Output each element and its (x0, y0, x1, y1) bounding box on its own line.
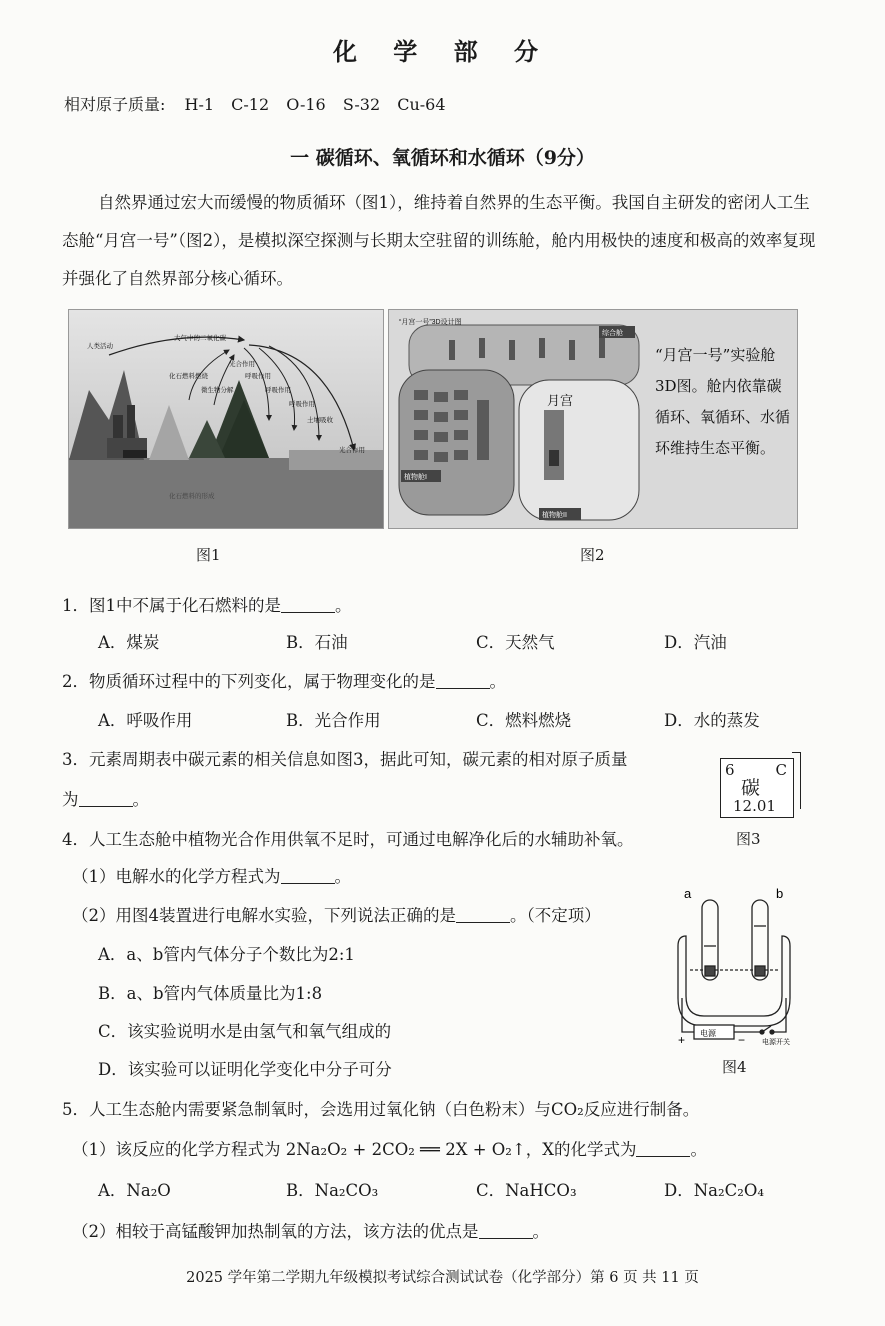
q4-sub-1-blank (281, 867, 335, 885)
atomic-mass-h: H-1 (184, 95, 215, 114)
q1-stem-end: 。 (335, 596, 352, 615)
fig2-label-yuegong: 月宫 (547, 393, 574, 408)
fig2-label-plant-1: 植物舱I (404, 474, 427, 481)
q5-sub-1-end: 。 (690, 1140, 707, 1159)
q3-answer-blank (79, 790, 133, 808)
switch-label: 电源开关 (762, 1039, 790, 1046)
figure-3-element-box (720, 758, 794, 818)
fig1-label-co2: 大气中的二氧化碳 (174, 335, 226, 342)
fig2-label-title: “月宫一号”3D设计图 (399, 319, 462, 326)
q4-option-b: B．a、b管内气体质量比为1:8 (98, 984, 323, 1003)
figure-4-caption: 图4 (722, 1058, 747, 1076)
question-1 (62, 592, 352, 616)
q5-sub-1-blank (636, 1140, 690, 1158)
q2-stem: 2．物质循环过程中的下列变化，属于物理变化的是 (62, 672, 436, 691)
q3-line-2-end: 。 (132, 790, 149, 809)
figure-2-lunar-palace (388, 309, 798, 529)
q5-sub-1 (72, 1136, 707, 1160)
minus-label: − (738, 1033, 746, 1046)
q5-option-c: C．NaHCO₃ (476, 1181, 577, 1200)
page-footer: 2025 学年第二学期九年级模拟考试综合测试试卷（化学部分）第 6 页 共 11 页 (186, 1270, 699, 1286)
element-box-depth (792, 752, 801, 809)
fig1-label-photosynthesis-2: 光合作用 (339, 447, 365, 454)
q4-sub-1-end: 。 (334, 867, 351, 886)
q1-stem: 1．图1中不属于化石燃料的是 (62, 596, 281, 615)
q4-sub-1 (72, 863, 351, 887)
q4-sub-2 (72, 902, 601, 926)
q1-answer-blank (281, 596, 335, 614)
q4-option-a: A．a、b管内气体分子个数比为2:1 (98, 945, 355, 964)
q1-option-d: D．汽油 (664, 633, 727, 652)
fig1-label-fossil-burning: 化石燃料燃烧 (169, 373, 208, 380)
figure-3-caption: 图3 (736, 830, 761, 848)
fig2-label-integrated: 综合舱 (602, 330, 623, 337)
lunar-palace-illustration (389, 310, 797, 528)
question-2 (62, 668, 506, 692)
element-symbol: C (775, 761, 787, 779)
q5-sub-2-text: （2）相较于高锰酸钾加热制氧的方法，该方法的优点是 (72, 1222, 479, 1241)
q2-stem-end: 。 (489, 672, 506, 691)
power-label: 电源 (700, 1029, 716, 1038)
figure-1-carbon-cycle (68, 309, 384, 529)
atomic-mass-c: C-12 (231, 95, 270, 114)
q4-sub-2-text: （2）用图4装置进行电解水实验，下列说法正确的是 (72, 906, 456, 925)
element-number: 6 (725, 761, 735, 779)
q1-option-b: B．石油 (286, 633, 348, 652)
q4-sub-2-blank (456, 906, 510, 924)
tube-a-label: a (684, 886, 692, 901)
fig1-label-respiration-1: 呼吸作用 (245, 373, 271, 380)
q4-sub-2-end: 。（不定项） (510, 906, 601, 925)
element-name: 碳 (741, 777, 761, 799)
q1-option-a: A．煤炭 (98, 633, 160, 652)
q2-option-c: C．燃料燃烧 (476, 711, 572, 730)
fig1-label-photosynthesis: 光合作用 (229, 361, 255, 368)
intro-paragraph (62, 184, 822, 298)
q2-option-b: B．光合作用 (286, 711, 381, 730)
tube-b-label: b (776, 886, 784, 901)
atomic-mass-cu: Cu-64 (397, 95, 446, 114)
fig1-label-respiration-2: 呼吸作用 (265, 387, 291, 394)
q2-option-a: A．呼吸作用 (98, 711, 193, 730)
intro-text: 自然界通过宏大而缓慢的物质循环（图1），维持着自然界的生态平衡。我国自主研发的密闭人工生态舱“月宫一号”（图2），是模拟深空探测与长期太空驻留的训练舱，舱内用极快的速度和极高的效率复现并强化了自然界部分核心循环。 (62, 193, 816, 288)
section-heading: 一 碳循环、氧循环和水循环（9分） (290, 147, 595, 169)
carbon-cycle-illustration (69, 310, 383, 528)
q5-sub-2 (72, 1218, 549, 1242)
q5-option-d: D．Na₂C₂O₄ (664, 1181, 764, 1200)
fig2-label-plant-2: 植物舱II (542, 512, 567, 519)
figure-1-caption: 图1 (196, 546, 221, 564)
atomic-mass-o: O-16 (286, 95, 326, 114)
q5-option-b: B．Na₂CO₃ (286, 1181, 379, 1200)
fig1-label-fossil-formation: 化石燃料的形成 (169, 493, 215, 500)
figure-2-caption: 图2 (580, 546, 605, 564)
atomic-mass-s: S-32 (342, 95, 381, 114)
q4-sub-1-text: （1）电解水的化学方程式为 (72, 867, 281, 886)
atomic-masses (64, 92, 458, 115)
fig2-side-text: “月宫一号”实验舱3D图。舱内依靠碳循环、氧循环、水循环维持生态平衡。 (655, 346, 791, 457)
electrolysis-apparatus (664, 886, 802, 1046)
q1-option-c: C．天然气 (476, 633, 555, 652)
q2-answer-blank (436, 672, 490, 690)
q5-sub-2-blank (479, 1222, 533, 1240)
q4-option-d: D．该实验可以证明化学变化中分子可分 (98, 1060, 392, 1079)
q5-stem: 5．人工生态舱内需要紧急制氧时，会选用过氧化钠（白色粉末）与CO₂反应进行制备。 (62, 1100, 700, 1119)
q3-line-2-text: 为 (62, 790, 79, 809)
atomic-masses-label: 相对原子质量: (64, 95, 166, 114)
fig1-label-human: 人类活动 (87, 343, 113, 350)
q4-option-c: C．该实验说明水是由氢气和氧气组成的 (98, 1022, 392, 1041)
question-3-line-2 (62, 786, 149, 810)
fig1-label-soil: 土壤吸收 (307, 417, 333, 424)
fig1-label-respiration-3: 呼吸作用 (289, 401, 315, 408)
q5-sub-2-end: 。 (532, 1222, 549, 1241)
element-mass: 12.01 (733, 797, 776, 815)
fig1-label-microbe: 微生物分解 (201, 387, 234, 394)
q5-sub-1-text: （1）该反应的化学方程式为 2Na₂O₂ + 2CO₂ ══ 2X + O₂↑，X的化学式为 (72, 1140, 637, 1159)
figure-4-electrolysis (664, 886, 802, 1046)
page-title: 化 学 部 分 (332, 37, 553, 66)
q4-stem: 4．人工生态舱中植物光合作用供氧不足时，可通过电解净化后的水辅助补氧。 (62, 830, 634, 849)
q2-option-d: D．水的蒸发 (664, 711, 760, 730)
plus-label: + (678, 1033, 686, 1046)
q3-line-1: 3．元素周期表中碳元素的相关信息如图3，据此可知，碳元素的相对原子质量 (62, 750, 628, 769)
q5-option-a: A．Na₂O (98, 1181, 171, 1200)
